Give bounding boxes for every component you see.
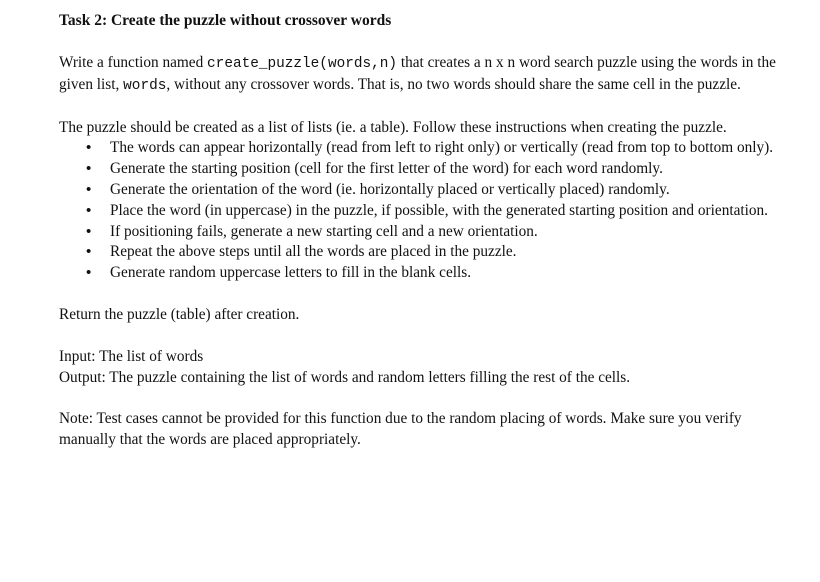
input-line: Input: The list of words xyxy=(59,347,204,365)
list-item: • The words can appear horizontally (read from left to right only) or vertically (read from top to bottom only). xyxy=(110,138,789,159)
list-item: • Place the word (in uppercase) in the puzzle, if possible, with the generated starting position and orientation. xyxy=(110,201,789,222)
intro-text-1: Write a function named xyxy=(59,54,208,71)
list-item: • If positioning fails, generate a new starting cell and a new orientation. xyxy=(110,222,789,243)
instruction-list xyxy=(59,138,789,284)
intro-text-3: , without any crossover words. That is, no two words should share the same cell in the puzzle. xyxy=(166,75,741,93)
intro-paragraph xyxy=(59,53,789,97)
note-paragraph: Note: Test cases cannot be provided for this function due to the random placing of words. Make sure you verify manually that the words are placed appropriately. xyxy=(59,410,742,449)
list-item: • Generate the orientation of the word (ie. horizontally placed or vertically placed) randomly. xyxy=(110,180,789,201)
list-item: • Repeat the above steps until all the words are placed in the puzzle. xyxy=(110,242,789,263)
return-paragraph: Return the puzzle (table) after creation. xyxy=(59,305,300,323)
words-param-code: words xyxy=(123,77,167,94)
instructions-lead: The puzzle should be created as a list of lists (ie. a table). Follow these instructions when creating the puzzle. xyxy=(59,118,727,136)
intro-text-2: that creates a n x n word search puzzle using the words in the given list, xyxy=(59,54,776,93)
document-body xyxy=(59,11,789,451)
list-item: • Generate the starting position (cell for the first letter of the word) for each word randomly. xyxy=(110,159,789,180)
output-line: Output: The puzzle containing the list of words and random letters filling the rest of the cells. xyxy=(59,368,631,386)
function-signature-code: create_puzzle(words,n) xyxy=(207,56,398,72)
list-item: • Generate random uppercase letters to fill in the blank cells. xyxy=(110,263,789,284)
task-title: Task 2: Create the puzzle without crossover words xyxy=(59,12,392,29)
